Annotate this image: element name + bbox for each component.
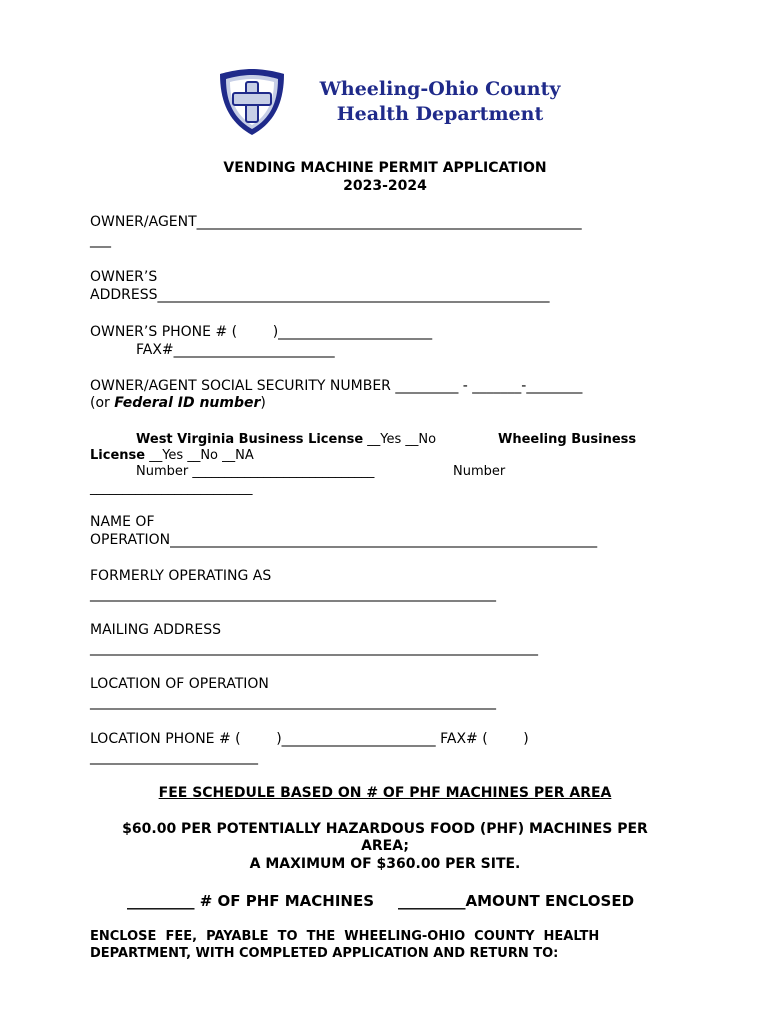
federal-id-note: (or Federal ID number) — [90, 395, 266, 411]
wv-number-field[interactable]: Number ____________________________ — [136, 464, 375, 479]
ssn-field[interactable]: OWNER/AGENT SOCIAL SECURITY NUMBER _________ - _______-________ — [90, 378, 583, 394]
org-name-line1: Wheeling-Ohio County — [319, 78, 561, 100]
location-field[interactable]: __________________________________________________________ — [90, 694, 496, 710]
wheeling-number-label: Number — [453, 464, 506, 479]
fee-schedule-heading: FEE SCHEDULE BASED ON # OF PHF MACHINES PER AREA — [158, 785, 612, 801]
amount-enclosed-field[interactable]: _________AMOUNT ENCLOSED — [398, 892, 635, 910]
enclose-instructions-2: DEPARTMENT, WITH COMPLETED APPLICATION AND RETURN TO: — [90, 946, 559, 961]
owner-agent-field-cont[interactable]: ___ — [90, 232, 111, 248]
operation-field[interactable]: OPERATION_____________________________________________________________ — [90, 532, 598, 548]
org-name-line2: Health Department — [336, 103, 544, 125]
owners-label: OWNER’S — [90, 269, 158, 285]
owner-agent-field[interactable]: OWNER/AGENT_______________________________________________________ — [90, 214, 582, 230]
form-title: VENDING MACHINE PERMIT APPLICATION — [223, 160, 547, 176]
fee-line-1: $60.00 PER POTENTIALLY HAZARDOUS FOOD (PHF) MACHINES PER — [122, 821, 648, 837]
location-label: LOCATION OF OPERATION — [90, 676, 269, 692]
wheeling-number-field[interactable]: _________________________ — [90, 481, 253, 496]
name-of-label: NAME OF — [90, 514, 155, 530]
owners-phone-field[interactable]: OWNER’S PHONE # ( )______________________ — [90, 324, 433, 340]
shield-cross-icon — [216, 66, 288, 138]
health-department-logo — [216, 66, 288, 138]
formerly-label: FORMERLY OPERATING AS — [90, 568, 272, 584]
wheeling-license-row[interactable]: License __Yes __No __NA — [90, 448, 254, 463]
location-phone-field-cont[interactable]: ________________________ — [90, 749, 258, 765]
form-year: 2023-2024 — [343, 178, 427, 194]
enclose-instructions-1: ENCLOSE FEE, PAYABLE TO THE WHEELING-OHIO COUNTY HEALTH — [90, 929, 600, 944]
owners-address-field[interactable]: ADDRESS________________________________________________________ — [90, 287, 550, 303]
location-phone-field[interactable]: LOCATION PHONE # ( )______________________ FAX# ( ) — [90, 731, 529, 747]
fee-line-2: AREA; — [361, 838, 409, 854]
mailing-field[interactable]: ________________________________________________________________ — [90, 640, 538, 656]
formerly-field[interactable]: __________________________________________________________ — [90, 586, 496, 602]
wv-license-row[interactable]: West Virginia Business License __Yes __No — [136, 432, 437, 447]
fax-field[interactable]: FAX#_______________________ — [136, 342, 335, 358]
fee-line-3: A MAXIMUM OF $360.00 PER SITE. — [249, 856, 521, 872]
mailing-label: MAILING ADDRESS — [90, 622, 221, 638]
wheeling-license-label: Wheeling Business — [498, 432, 637, 447]
phf-machines-field[interactable]: _________ # OF PHF MACHINES — [127, 892, 375, 910]
